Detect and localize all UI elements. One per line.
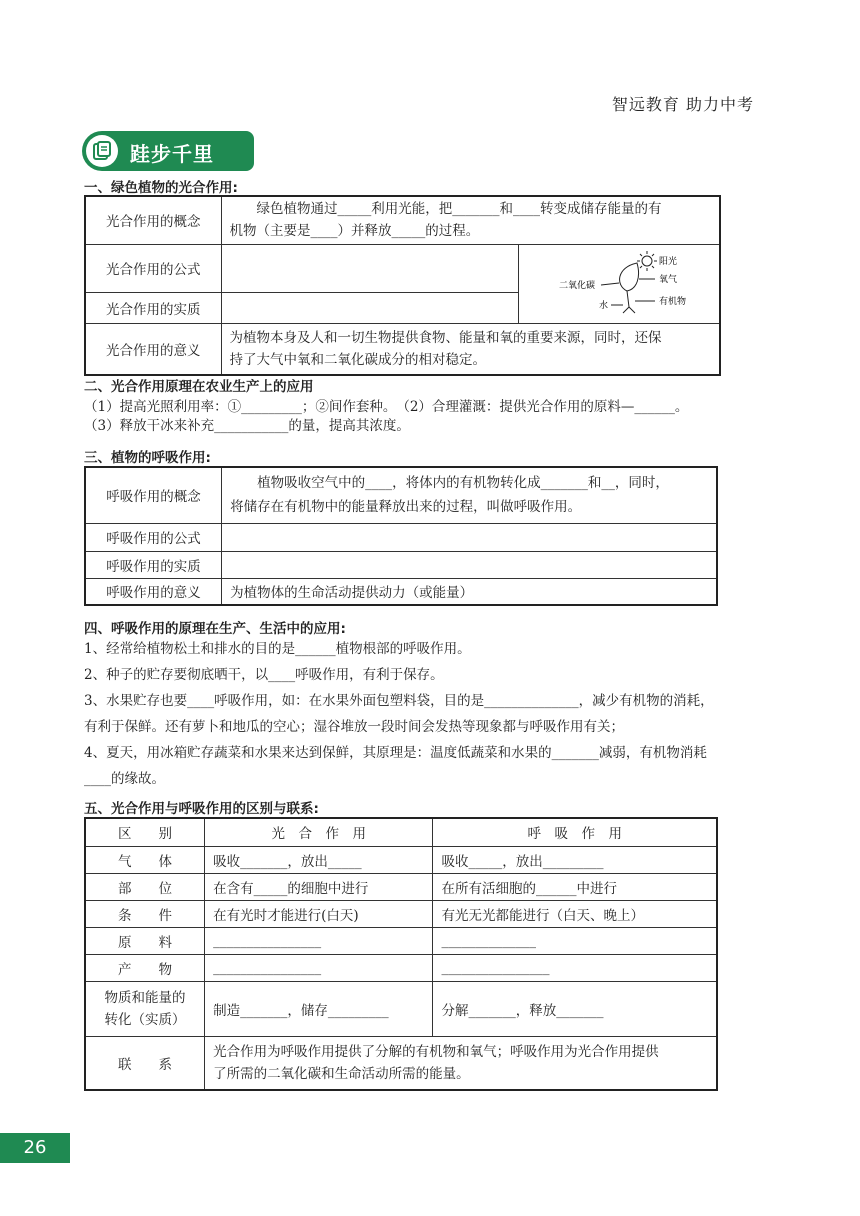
row-label: 光合作用的公式 — [85, 244, 221, 293]
content-line: 机物（主要是____）并释放_____的过程。 — [229, 223, 480, 240]
link-cell — [205, 1036, 717, 1090]
row-content — [222, 551, 717, 578]
row-label: 原 料 — [85, 927, 205, 954]
cell: 吸收_____，放出_________ — [433, 846, 717, 873]
header-cell: 光 合 作 用 — [205, 818, 433, 846]
paragraph: 2、种子的贮存要彻底晒干，以____呼吸作用，有利于保存。 — [84, 667, 444, 683]
paragraph: 3、水果贮存也要____呼吸作用，如：在水果外面包塑料袋，目的是______________，减少有机物的消耗，有利于保鲜。还有萝卜和地瓜的空心；湿谷堆放一段时间会发热等现象都与呼吸作用有关； — [84, 693, 714, 735]
section2-title: 二、光合作用原理在农业生产上的应用 — [84, 379, 314, 395]
header-brand: 智远教育 助力中考 — [611, 95, 754, 114]
row-label: 光合作用的实质 — [85, 293, 221, 323]
row-label: 光合作用的概念 — [85, 196, 221, 244]
co2-label: 二氧化碳 — [558, 280, 595, 291]
cell: 吸收_______，放出_____ — [205, 846, 433, 873]
row-content — [221, 293, 518, 323]
cell: 有光无光都能进行（白天、晚上） — [433, 900, 717, 927]
photosynthesis-table — [84, 195, 721, 376]
content-line: 为植物本身及人和一切生物提供食物、能量和氧的重要来源，同时，还保 — [229, 329, 662, 346]
table-row — [85, 981, 717, 1036]
cell: ________________ — [433, 954, 717, 981]
cell: 在有光时才能进行(白天) — [205, 900, 433, 927]
table-row — [85, 846, 717, 873]
table-row — [85, 244, 720, 293]
paragraph: 1、经常给植物松土和排水的目的是______植物根部的呼吸作用。 — [84, 641, 471, 657]
row-label: 联 系 — [85, 1036, 205, 1090]
row-label: 呼吸作用的概念 — [85, 467, 222, 523]
table-row — [85, 578, 717, 605]
o2-label: 氧气 — [658, 274, 677, 285]
cell: 分解_______，释放_______ — [433, 981, 717, 1036]
sun-label: 阳光 — [658, 256, 677, 267]
table-row — [85, 927, 717, 954]
row-content — [222, 467, 717, 523]
section4-paragraphs — [84, 636, 724, 792]
sun-icon — [637, 251, 657, 271]
section2-line2: （3）释放干冰来补充___________的量，提高其浓度。 — [84, 418, 410, 434]
table-row — [85, 323, 720, 375]
section5-title: 五、光合作用与呼吸作用的区别与联系: — [84, 801, 319, 817]
row-content — [221, 244, 518, 293]
header-cell: 区 别 — [85, 818, 205, 846]
content-line: 将储存在有机物中的能量释放出来的过程，叫做呼吸作用。 — [230, 499, 582, 516]
row-label: 部 位 — [85, 873, 205, 900]
content-line: 了所需的二氧化碳和生命活动所需的能量。 — [213, 1065, 470, 1082]
section2-line1: （1）提高光照利用率：①_________；②间作套种。 （2）合理灌溉：提供光合作用的原料—______。 — [84, 399, 689, 415]
label-line: 物质和能量的 — [104, 989, 186, 1006]
page-number: 26 — [0, 1133, 70, 1163]
row-content — [221, 196, 720, 244]
comparison-table — [84, 817, 718, 1091]
table-row — [85, 523, 717, 551]
section1-title: 一、绿色植物的光合作用: — [84, 180, 238, 196]
row-label: 条 件 — [85, 900, 205, 927]
respiration-table — [84, 466, 718, 606]
table-header-row — [85, 818, 717, 846]
table-row — [85, 900, 717, 927]
row-label: 气 体 — [85, 846, 205, 873]
table-row — [85, 954, 717, 981]
content-line: 持了大气中氧和二氧化碳成分的相对稳定。 — [229, 351, 487, 368]
notebook-icon — [86, 135, 118, 167]
content-line: 光合作用为呼吸作用提供了分解的有机物和氧气；呼吸作用为光合作用提供 — [213, 1043, 659, 1060]
row-content — [222, 523, 717, 551]
row-label — [85, 981, 205, 1036]
table-row — [85, 873, 717, 900]
table-row — [85, 196, 720, 244]
paragraph: 4、夏天，用冰箱贮存蔬菜和水果来达到保鲜，其原理是：温度低蔬菜和水果的_______减弱，有机物消耗____的缘故。 — [84, 745, 707, 787]
cell: ________________ — [205, 927, 433, 954]
water-label: 水 — [598, 300, 608, 311]
row-label: 光合作用的意义 — [85, 323, 221, 375]
row-label: 呼吸作用的实质 — [85, 551, 222, 578]
table-row — [85, 551, 717, 578]
cell: ________________ — [205, 954, 433, 981]
row-content: 为植物体的生命活动提供动力（或能量） — [222, 578, 717, 605]
content-line: 植物吸收空气中的____，将体内的有机物转化成_______和__，同时， — [230, 475, 669, 492]
cell: ______________ — [433, 927, 717, 954]
photosynthesis-diagram — [518, 244, 720, 323]
row-label: 呼吸作用的意义 — [85, 578, 222, 605]
leaf-icon — [620, 263, 639, 291]
content-line: 绿色植物通过_____利用光能，把_______和____转变成储存能量的有 — [229, 201, 662, 218]
header-cell: 呼 吸 作 用 — [433, 818, 717, 846]
row-label: 呼吸作用的公式 — [85, 523, 222, 551]
cell: 在所有活细胞的______中进行 — [433, 873, 717, 900]
table-row — [85, 467, 717, 523]
section4-title: 四、呼吸作用的原理在生产、生活中的应用: — [84, 621, 346, 637]
row-label: 产 物 — [85, 954, 205, 981]
section3-title: 三、植物的呼吸作用: — [84, 450, 211, 466]
organic-label: 有机物 — [658, 296, 686, 307]
row-content — [221, 323, 720, 375]
cell: 在含有_____的细胞中进行 — [205, 873, 433, 900]
badge-title: 跬步千里 — [130, 142, 214, 166]
label-line: 转化（实质） — [104, 1011, 186, 1028]
section-badge — [82, 131, 254, 171]
cell: 制造_______，储存_________ — [205, 981, 433, 1036]
table-row — [85, 1036, 717, 1090]
